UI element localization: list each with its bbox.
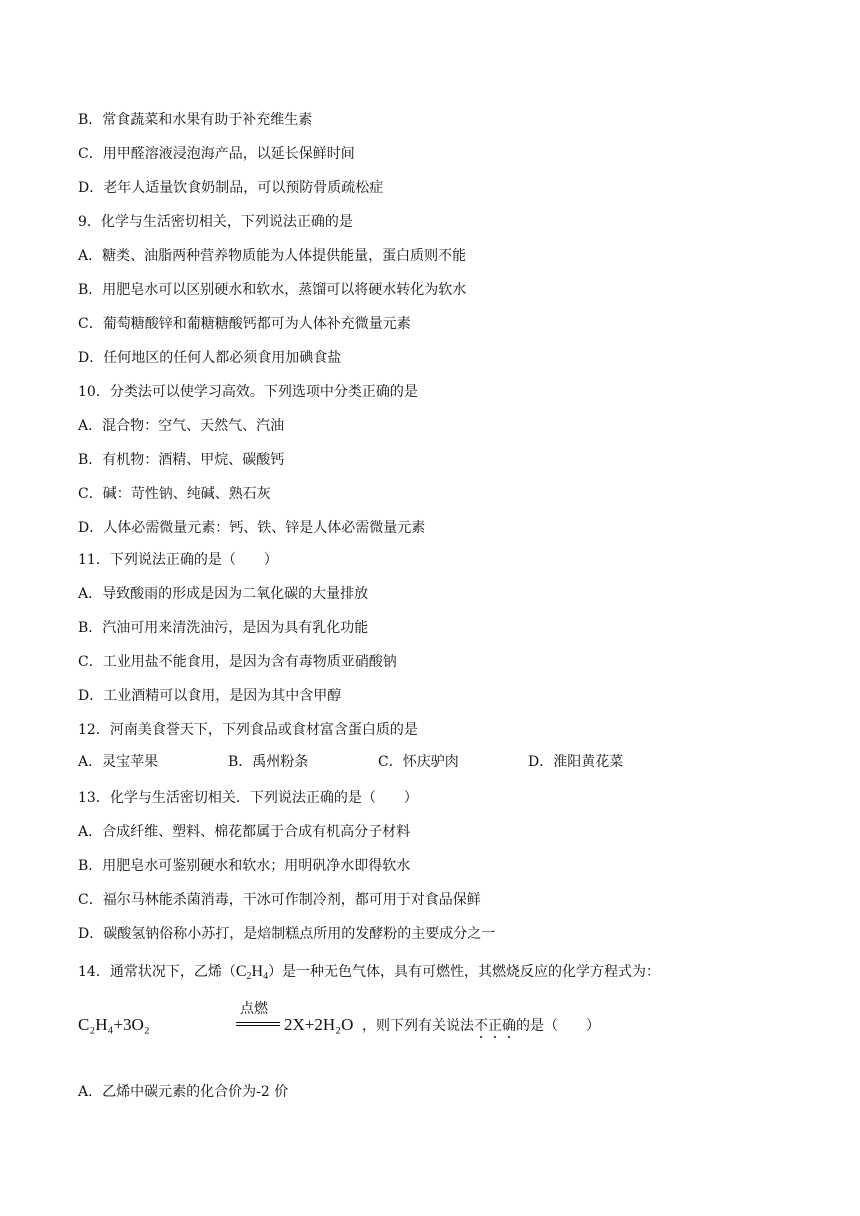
q11-option-c: C．工业用盐不能食用，是因为含有毒物质亚硝酸钠 [78,654,397,670]
equals-line-bottom [236,1025,280,1026]
q14-stem [78,962,660,987]
q11-option-b: B．汽油可用来清洗油污，是因为具有乳化功能 [78,620,369,636]
ethylene-formula [236,963,268,980]
formula-h-sub: 4 [263,971,269,982]
equation-right: 2X+2H₂O [284,1015,354,1034]
q12-option-d: D．淮阳黄花菜 [528,754,624,770]
q13-option-d: D．碳酸氢钠俗称小苏打，是焙制糕点所用的发酵粉的主要成分之一 [78,926,496,942]
q14-tail [362,1016,600,1036]
q14-intro-after: ）是一种无色气体，具有可燃性，其燃烧反应的化学方程式为： [268,964,661,980]
combustion-equation [78,1000,838,1044]
reaction-arrow [236,1000,280,1040]
q10-stem: 10．分类法可以使学习高效。下列选项中分类正确的是 [78,384,418,400]
q13-option-a: A．合成纤维、塑料、棉花都属于合成有机高分子材料 [78,824,411,840]
q12-stem: 12．河南美食誉天下，下列食品或食材富含蛋白质的是 [78,722,418,738]
equals-line-top [236,1022,280,1023]
q13-option-b: B．用肥皂水可鉴别硬水和软水；用明矾净水即得软水 [78,858,411,874]
q14-emphasis [474,1018,516,1034]
q9-stem: 9．化学与生活密切相关，下列说法正确的是 [78,214,353,230]
q9-option-d: D．任何地区的任何人都必须食用加碘食盐 [78,350,342,366]
q12-option-b: B．禹州粉条 [228,754,309,770]
formula-c: C [235,963,247,980]
q11-stem: 11．下列说法正确的是（ ） [78,552,278,568]
q11-option-a: A．导致酸雨的形成是因为二氧化碳的大量排放 [78,586,369,602]
reaction-condition: 点燃 [240,1001,268,1017]
q11-option-d: D．工业酒精可以食用，是因为其中含甲醇 [78,688,342,704]
emph-char-3: 确 [502,1018,516,1034]
equation-left: C₂H₄+3O₂ [78,1015,150,1034]
q13-stem: 13．化学与生活密切相关．下列说法正确的是（ ） [78,790,418,806]
q8-option-d: D．老年人适量饮食奶制品，可以预防骨质疏松症 [78,180,384,196]
formula-c-sub: 2 [246,971,252,982]
emph-char-1: 不 [474,1018,488,1034]
q9-option-c: C．葡萄糖酸锌和葡糖糖酸钙都可为人体补充微量元素 [78,316,411,332]
q14-intro-before: 14．通常状况下，乙烯（ [78,964,236,980]
q13-option-c: C．福尔马林能杀菌消毒，干冰可作制冷剂，都可用于对食品保鲜 [78,892,481,908]
q8-option-b: B．常食蔬菜和水果有助于补充维生素 [78,112,313,128]
q12-option-c: C．怀庆驴肉 [378,754,459,770]
emph-char-2: 正 [488,1018,502,1034]
q10-option-b: B．有机物：酒精、甲烷、碳酸钙 [78,452,285,468]
q14-tail-before: ，则下列有关说法 [362,1018,474,1034]
q9-option-a: A．糖类、油脂两种营养物质能为人体提供能量，蛋白质则不能 [78,248,467,264]
q8-option-c: C．用甲醛溶液浸泡海产品，以延长保鲜时间 [78,146,355,162]
q14-tail-after: 的是（ ） [516,1018,600,1034]
q12-option-a: A．灵宝苹果 [78,754,159,770]
q10-option-c: C．碱：苛性钠、纯碱、熟石灰 [78,486,271,502]
q9-option-b: B．用肥皂水可以区别硬水和软水，蒸馏可以将硬水转化为软水 [78,282,467,298]
q12-options [78,752,778,772]
q10-option-d: D．人体必需微量元素：钙、铁、锌是人体必需微量元素 [78,520,426,536]
formula-h: H [251,963,264,980]
q14-option-a: A．乙烯中碳元素的化合价为-2 价 [78,1084,289,1100]
q10-option-a: A．混合物：空气、天然气、汽油 [78,418,285,434]
